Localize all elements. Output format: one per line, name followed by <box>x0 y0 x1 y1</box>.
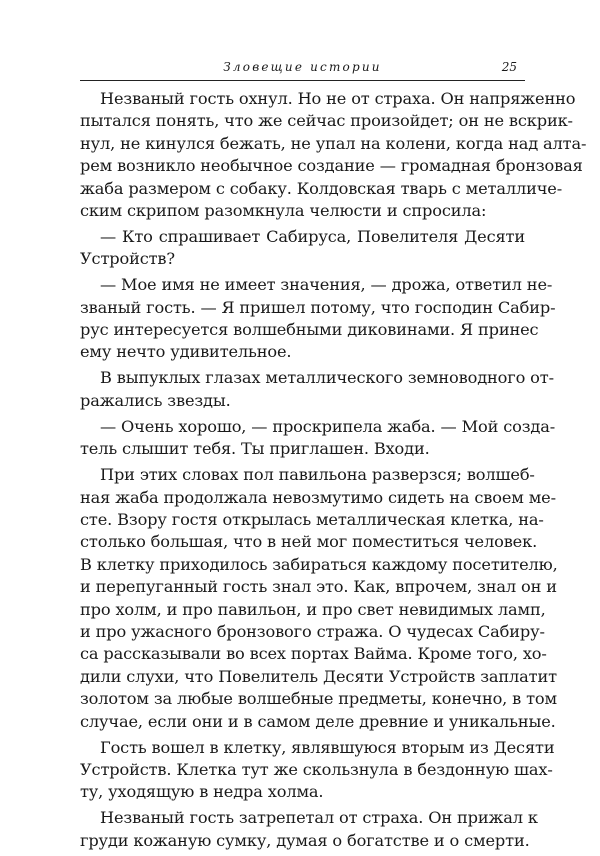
text-line: и про ужасного бронзового стража. О чудесах Сабиру- <box>80 621 545 641</box>
paragraph <box>80 88 587 222</box>
text-line: ему нечто удивительное. <box>80 342 292 362</box>
text-line: Гость вошел в клетку, являвшуюся вторым из Десяти <box>100 737 555 757</box>
paragraph <box>80 367 554 412</box>
text-line: груди кожаную сумку, думая о богатстве и о смерти. <box>80 830 530 850</box>
text-line: рус интересуется волшебными диковинами. Я принес <box>80 320 539 340</box>
running-title: Зловещие истории <box>223 60 382 74</box>
text-line: ражались звезды. <box>80 390 231 410</box>
text-line: рем возникло необычное создание — громадная бронзовая <box>80 156 583 176</box>
paragraph <box>80 416 556 461</box>
page-number: 25 <box>501 60 517 74</box>
text-line: званый гость. — Я пришел потому, что господин Сабир- <box>80 297 556 317</box>
text-line: ту, уходящую в недра холма. <box>80 782 324 802</box>
text-line: ским скрипом разомкнула челюсти и спросила: <box>80 200 487 220</box>
text-line: — Очень хорошо, — проскрипела жаба. — Мой созда- <box>100 416 556 436</box>
text-line: дили слухи, что Повелитель Десяти Устройств заплатит <box>80 666 557 686</box>
text-line: про холм, и про павильон, и про свет невидимых ламп, <box>80 599 546 619</box>
text-line: столько большая, что в ней мог поместиться человек. <box>80 532 538 552</box>
text-line: золотом за любые волшебные предметы, конечно, в том <box>80 689 557 709</box>
paragraph <box>80 274 556 364</box>
text-line: тель слышит тебя. Ты приглашен. Входи. <box>80 439 430 459</box>
paragraph <box>80 464 558 733</box>
text-line: сте. Взору гостя открылась металлическая клетка, на- <box>80 510 544 529</box>
body-text <box>80 88 587 856</box>
text-line: — Кто спрашивает Сабируса, Повелителя Десяти <box>100 226 525 246</box>
paragraph <box>80 807 538 852</box>
text-line: жаба размером с собаку. Колдовская тварь с металличе- <box>80 178 563 198</box>
text-line: При этих словах пол павильона разверзся; волшеб- <box>100 465 535 485</box>
running-header <box>80 58 525 81</box>
text-line: Незваный гость затрепетал от страха. Он прижал к <box>100 808 538 828</box>
text-line: — Мое имя не имеет значения, — дрожа, ответил не- <box>100 275 553 295</box>
text-line: и перепуганный гость знал это. Как, впрочем, знал он и <box>80 577 557 597</box>
text-line: пытался понять, что же сейчас произойдет; он не вскрик- <box>80 111 573 131</box>
paragraph <box>80 226 525 271</box>
text-line: са рассказывали во всех портах Вайма. Кроме того, хо- <box>80 644 547 664</box>
text-line: нул, не кинулся бежать, не упал на колени, когда над алта- <box>80 133 587 153</box>
text-line: Устройств? <box>80 249 175 269</box>
text-line: В клетку приходилось забираться каждому посетителю, <box>80 554 558 574</box>
text-line: В выпуклых глазах металлического земноводного от- <box>100 368 554 388</box>
text-line: Устройств. Клетка тут же скользнула в бездонную шах- <box>80 759 553 779</box>
text-line: случае, если они и в самом деле древние и уникальные. <box>80 711 556 731</box>
paragraph <box>80 737 555 804</box>
text-line: Незваный гость охнул. Но не от страха. Он напряженно <box>100 89 576 108</box>
text-line: ная жаба продолжала невозмутимо сидеть на своем ме- <box>80 487 556 507</box>
